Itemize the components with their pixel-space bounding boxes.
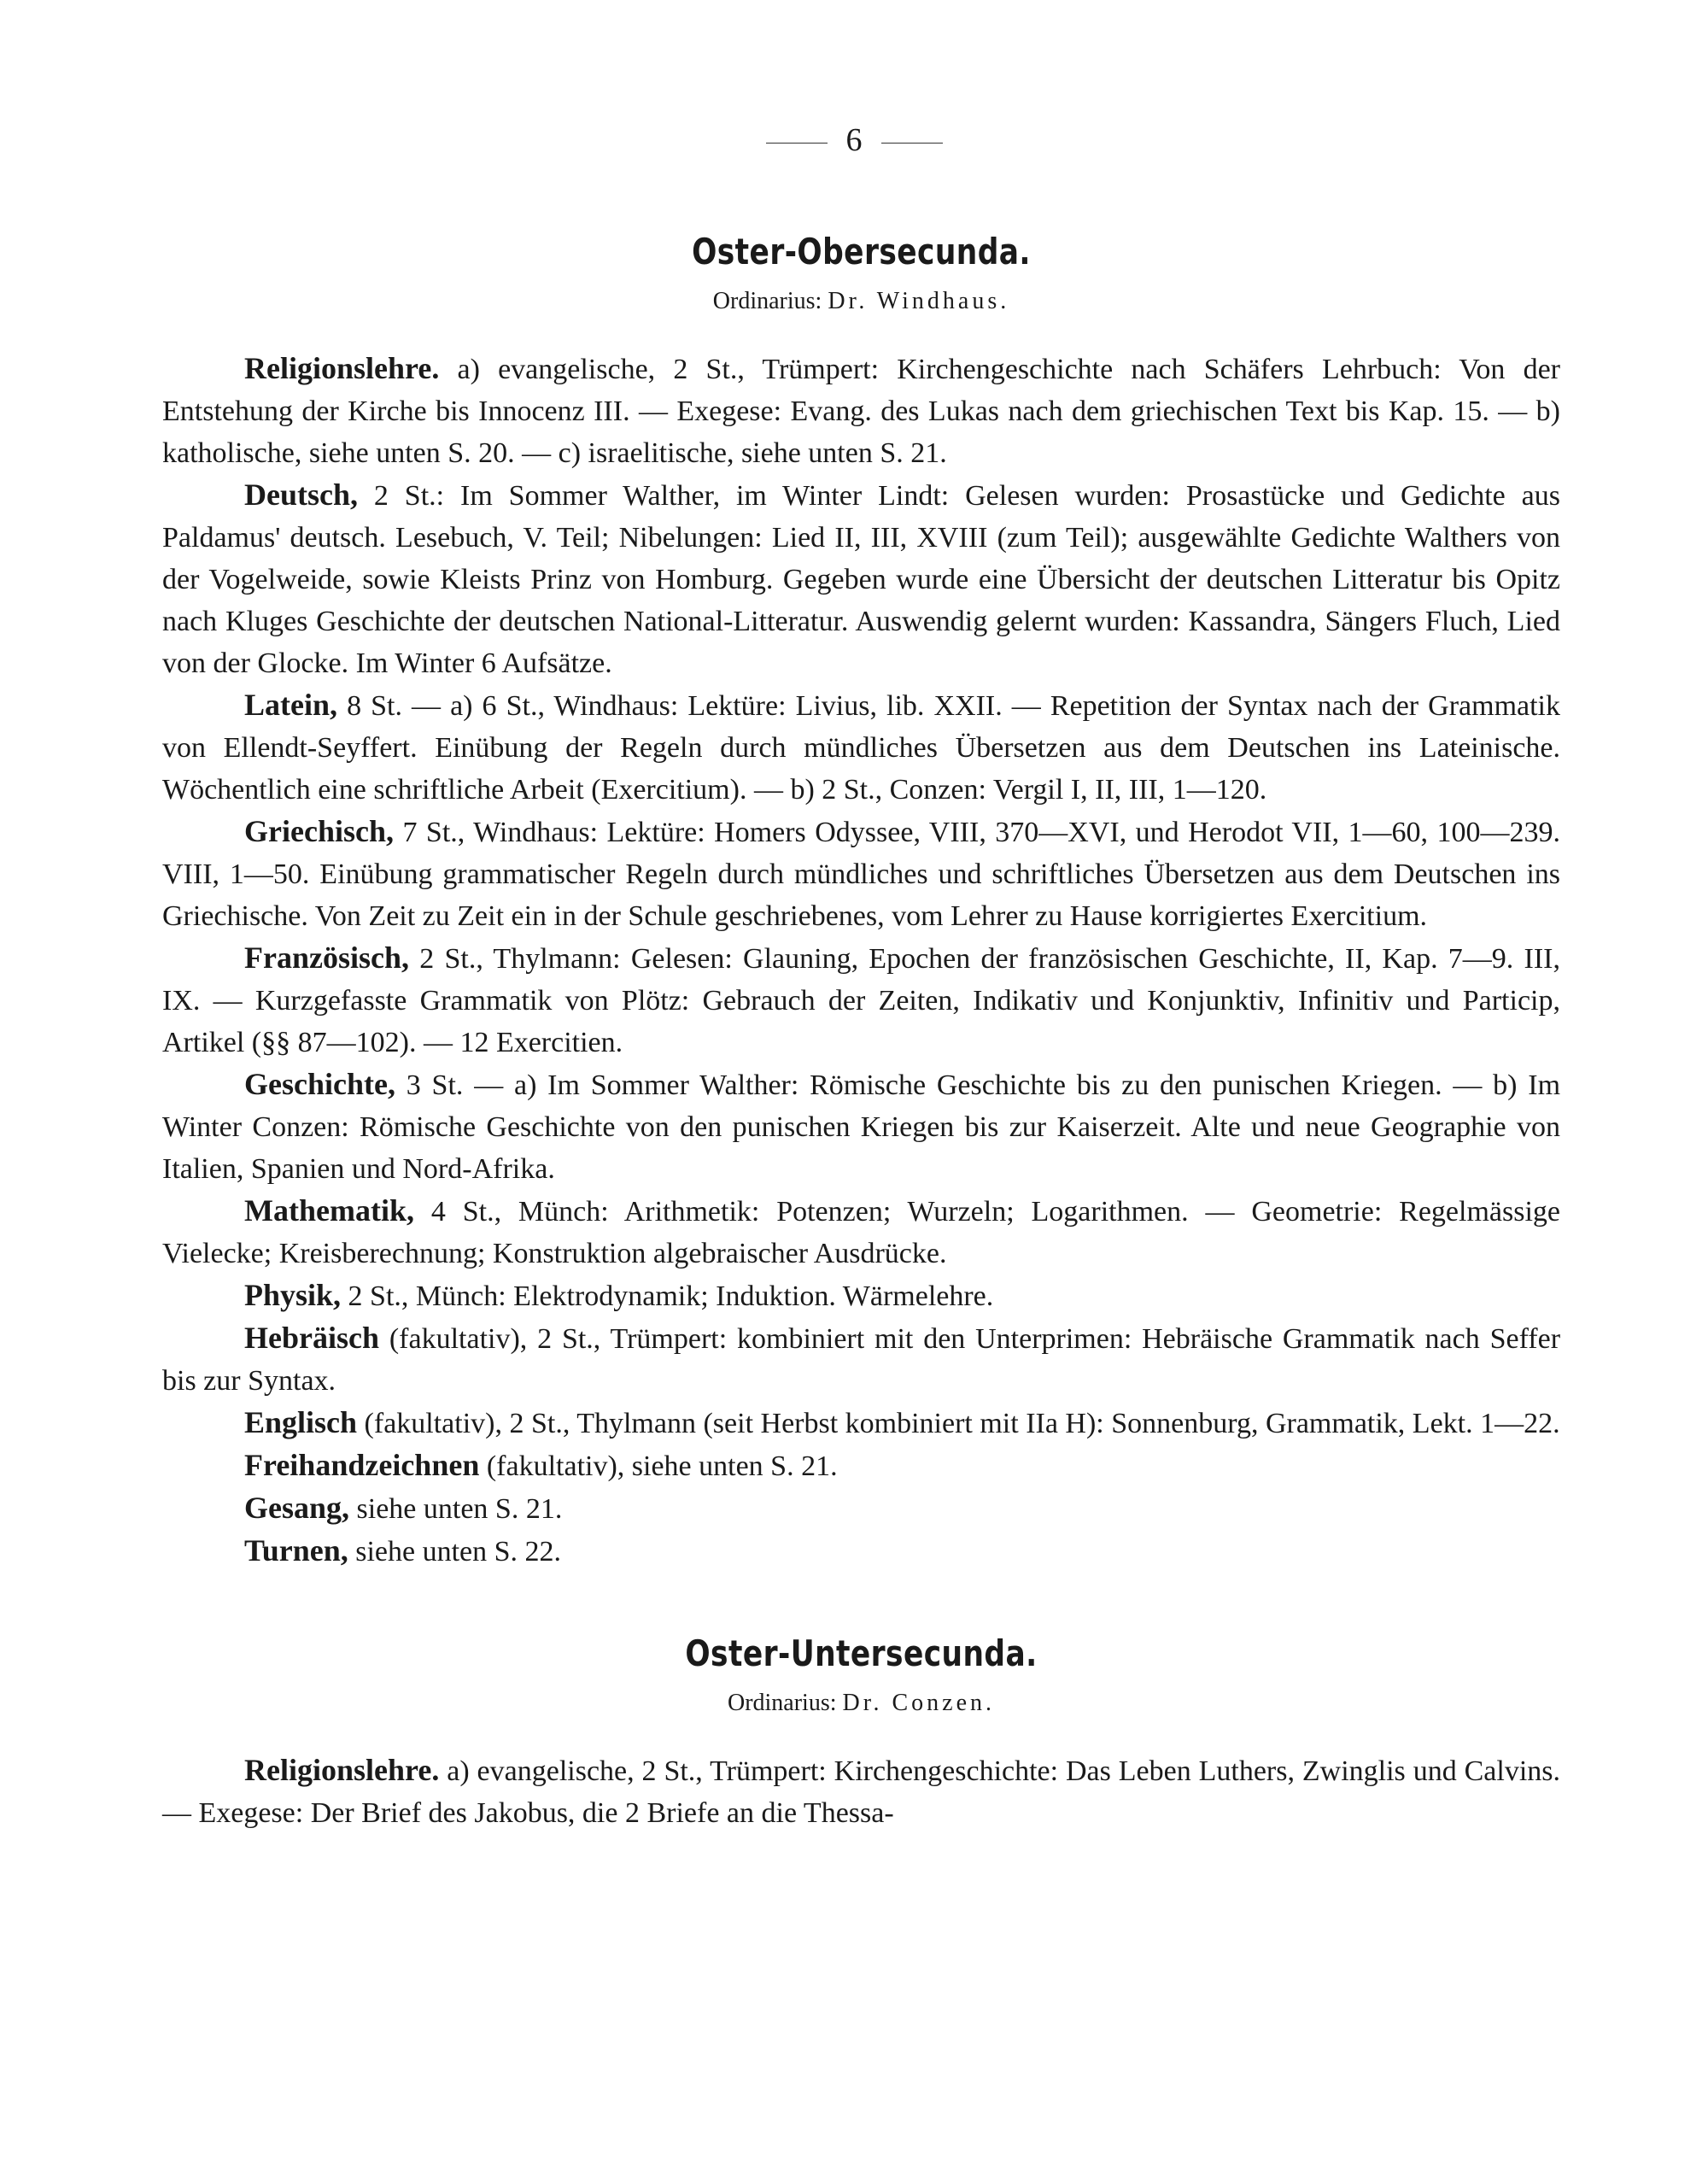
- subject-heading: Französisch,: [244, 941, 409, 975]
- subject-text: 7 St., Windhaus: Lektüre: Homers Odyssee, VIII, 370—XVI, und Herodot VII, 1—60, 100—239. VIII, 1—50. Einübung grammatischer Regeln durch mündliches und schriftliches Übersetzen aus dem Deutschen ins Griechische. Von Zeit zu Zeit ein in der Schule geschriebenes, vom Lehrer zu Hause korrigiertes Exercitium.: [162, 817, 1561, 932]
- subject-entry-physik: [162, 1275, 1560, 1317]
- page-body: [162, 231, 1560, 1834]
- subject-text: siehe unten S. 22.: [355, 1536, 562, 1568]
- subject-entry-franzoesisch: [162, 937, 1560, 1064]
- ordinarius-label: Ordinarius:: [712, 288, 822, 314]
- page-number-value: 6: [845, 122, 863, 158]
- subject-heading: Mathematik,: [244, 1193, 414, 1228]
- subject-entry-geschichte: [162, 1064, 1560, 1190]
- subject-text: 2 St.: Im Sommer Walther, im Winter Lindt: Gelesen wurden: Prosastücke und Gedichte aus Paldamus' deutsch. Lesebuch, V. Teil; Nibelungen: Lied II, III, XVIII (zum Teil); ausgewählte Gedichte Walthers von der Vogelweide, sowie Kleists Prinz von Homburg. Gegeben wurde eine Übersicht der deutschen Litteratur bis Opitz nach Kluges Geschichte der deutschen National-Litteratur. Auswendig gelernt wurden: Kassandra, Sängers Fluch, Lied von der Glocke. Im Winter 6 Aufsätze.: [162, 480, 1560, 679]
- subject-heading: Hebräisch: [244, 1321, 379, 1355]
- section-oster-obersecunda: [162, 231, 1560, 1573]
- section-title: Oster-Obersecunda.: [692, 231, 1031, 272]
- subject-text: 4 St., Münch: Arithmetik: Potenzen; Wurzeln; Logarithmen. — Geometrie: Regelmässige Vielecke; Kreisberechnung; Konstruktion algebraischer Ausdrücke.: [162, 1196, 1561, 1269]
- ordinarius-name: Dr. Windhaus.: [828, 288, 1010, 314]
- subject-heading: Freihandzeichnen: [244, 1448, 480, 1482]
- subject-text: (fakultativ), 2 St., Trümpert: kombiniert mit den Unterprimen: Hebräische Grammatik nach Seffer bis zur Syntax.: [162, 1323, 1561, 1397]
- page-number-rule-right: [881, 143, 943, 144]
- subject-heading: Geschichte,: [244, 1067, 395, 1101]
- subject-entry-hebraeisch: [162, 1317, 1560, 1402]
- subject-entry-englisch: [162, 1402, 1560, 1444]
- subject-text: a) evangelische, 2 St., Trümpert: Kirchengeschichte: Das Leben Luthers, Zwinglis und Calvins. — Exegese: Der Brief des Jakobus, die 2 Briefe an die Thessa-: [162, 1755, 1560, 1829]
- page-number-rule-left: [766, 143, 828, 144]
- subject-heading: Turnen,: [244, 1533, 348, 1568]
- section-gap: [162, 1573, 1560, 1632]
- subject-entry-deutsch: [162, 474, 1560, 684]
- subject-entry-religionslehre: [162, 1749, 1560, 1834]
- subject-text: 2 St., Thylmann: Gelesen: Glauning, Epochen der französischen Geschichte, II, Kap. 7—9. III, IX. — Kurzgefasste Grammatik von Plötz: Gebrauch der Zeiten, Indikativ und Konjunktiv, Infinitiv und Particip, Artikel (§§ 87—102). — 12 Exercitien.: [162, 943, 1560, 1058]
- subject-text: siehe unten S. 21.: [356, 1493, 563, 1525]
- subject-heading: Englisch: [244, 1405, 358, 1439]
- subject-heading: Religionslehre.: [244, 351, 440, 385]
- page-number: [0, 121, 1708, 159]
- subject-text: 2 St., Münch: Elektrodynamik; Induktion. Wärmelehre.: [348, 1280, 994, 1312]
- subject-heading: Physik,: [244, 1278, 342, 1312]
- subject-entry-freihandzeichnen: [162, 1444, 1560, 1487]
- subject-text: (fakultativ), 2 St., Thylmann (seit Herbst kombiniert mit IIa H): Sonnenburg, Grammatik, Lekt. 1—22.: [364, 1408, 1560, 1439]
- subject-text: a) evangelische, 2 St., Trümpert: Kirchengeschichte nach Schäfers Lehrbuch: Von der Entstehung der Kirche bis Innocenz III. — Exegese: Evang. des Lukas nach dem griechischen Text bis Kap. 15. — b) katholische, siehe unten S. 20. — c) israelitische, siehe unten S. 21.: [162, 354, 1560, 469]
- subject-entry-latein: [162, 684, 1560, 811]
- ordinarius-line: [162, 288, 1560, 315]
- section-oster-untersecunda: [162, 1632, 1560, 1834]
- subject-text: (fakultativ), siehe unten S. 21.: [486, 1450, 838, 1482]
- ordinarius-label: Ordinarius:: [727, 1690, 837, 1716]
- subject-entry-turnen: [162, 1530, 1560, 1573]
- subject-heading: Griechisch,: [244, 814, 394, 848]
- subject-entry-griechisch: [162, 811, 1560, 937]
- subject-entry-religionslehre: [162, 348, 1560, 474]
- section-title: Oster-Untersecunda.: [685, 1632, 1038, 1674]
- subject-heading: Religionslehre.: [244, 1753, 440, 1787]
- subject-text: 8 St. — a) 6 St., Windhaus: Lektüre: Livius, lib. XXII. — Repetition der Syntax nach der Grammatik von Ellendt-Seyffert. Einübung der Regeln durch mündliches Übersetzen aus dem Deutschen ins Lateinische. Wöchentlich eine schriftliche Arbeit (Exercitium). — b) 2 St., Conzen: Vergil I, II, III, 1—120.: [162, 690, 1561, 806]
- subject-text: 3 St. — a) Im Sommer Walther: Römische Geschichte bis zu den punischen Kriegen. — b) Im Winter Conzen: Römische Geschichte von den punischen Kriegen bis zur Kaiserzeit. Alte und neue Geographie von Italien, Spanien und Nord-Afrika.: [162, 1069, 1561, 1185]
- subject-entry-gesang: [162, 1487, 1560, 1530]
- ordinarius-line: [162, 1690, 1560, 1717]
- ordinarius-name: Dr. Conzen.: [842, 1690, 996, 1716]
- subject-entry-mathematik: [162, 1190, 1560, 1275]
- subject-heading: Gesang,: [244, 1491, 350, 1525]
- subject-heading: Latein,: [244, 688, 338, 722]
- subject-heading: Deutsch,: [244, 478, 358, 512]
